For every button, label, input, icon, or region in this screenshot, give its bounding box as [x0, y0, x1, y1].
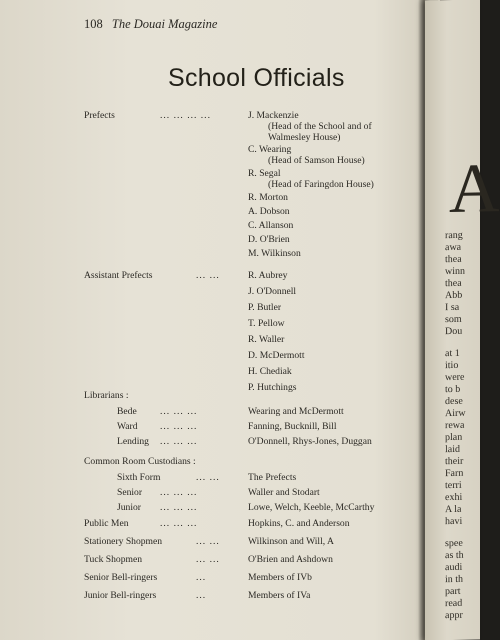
text-fragment: were — [445, 371, 465, 384]
text-fragment: dese — [445, 395, 463, 408]
custodian-sub-label: Junior — [117, 502, 141, 513]
section-label-stationery-shopmen: Stationery Shopmen — [84, 536, 163, 547]
text-fragment: som — [445, 313, 462, 326]
prefect-name: J. Mackenzie — [248, 110, 299, 121]
magazine-title: The Douai Magazine — [111, 17, 218, 31]
text-fragment: I sa — [445, 301, 460, 314]
page-header — [84, 17, 217, 32]
prefect-name: C. Wearing — [248, 144, 292, 155]
stationery-shopmen-value: Wilkinson and Will, A — [248, 536, 334, 547]
librarian-sub-label: Bede — [117, 406, 137, 417]
public-men-value: Hopkins, C. and Anderson — [248, 518, 350, 529]
text-fragment: spee — [445, 537, 463, 550]
right-page — [425, 0, 500, 640]
page-number: 108 — [84, 17, 103, 31]
text-fragment: Abb — [445, 289, 463, 302]
text-fragment: plan — [445, 431, 463, 444]
leader-dots: ... ... ... — [160, 518, 198, 529]
leader-dots: ... ... — [196, 472, 220, 483]
text-fragment: A la — [445, 503, 462, 516]
prefect-name: R. Morton — [248, 192, 288, 203]
tuck-shopmen-value: O'Brien and Ashdown — [248, 554, 333, 565]
section-label-prefects: Prefects — [84, 110, 115, 121]
leader-dots: ... ... — [196, 554, 220, 565]
text-fragment: winn — [445, 265, 465, 278]
text-fragment: as th — [445, 549, 464, 562]
librarian-sub-label: Ward — [117, 421, 138, 432]
prefect-note: Walmesley House) — [268, 132, 341, 143]
leader-dots: ... — [196, 572, 207, 583]
prefect-name: M. Wilkinson — [248, 248, 301, 259]
text-fragment: audi — [445, 561, 463, 574]
text-fragment: Airw — [445, 407, 466, 420]
prefect-note: (Head of Faringdon House) — [268, 179, 374, 190]
custodian-value: Lowe, Welch, Keeble, McCarthy — [248, 502, 375, 513]
custodian-value: Waller and Stodart — [248, 487, 320, 498]
text-fragment: rewa — [445, 419, 465, 432]
custodian-sub-label: Sixth Form — [117, 472, 161, 483]
text-fragment: itio — [445, 359, 459, 372]
text-fragment: Dou — [445, 325, 463, 338]
assistant-prefect-name: D. McDermott — [248, 350, 305, 361]
text-fragment: exhi — [445, 491, 463, 504]
section-label-tuck-shopmen: Tuck Shopmen — [84, 554, 143, 565]
section-label-senior-bell-ringers: Senior Bell-ringers — [84, 572, 158, 583]
text-fragment: appr — [445, 609, 463, 622]
section-label-junior-bell-ringers: Junior Bell-ringers — [84, 590, 157, 601]
text-fragment: thea — [445, 277, 462, 290]
drop-cap: A — [449, 150, 500, 229]
section-label-public-men: Public Men — [84, 518, 129, 529]
leader-dots: ... ... ... — [160, 436, 198, 447]
prefect-name: C. Allanson — [248, 220, 294, 231]
leader-dots: ... ... ... — [160, 487, 198, 498]
prefect-note: (Head of Samson House) — [268, 155, 365, 166]
text-fragment: awa — [445, 241, 462, 254]
librarian-value: Fanning, Bucknill, Bill — [248, 421, 337, 432]
prefect-note: (Head of the School and of — [268, 121, 372, 132]
librarian-value: O'Donnell, Rhys-Jones, Duggan — [248, 436, 372, 447]
leader-dots: ... ... — [196, 270, 220, 281]
assistant-prefect-name: T. Pellow — [248, 318, 285, 329]
text-fragment: laid — [445, 443, 460, 456]
librarian-sub-label: Lending — [117, 436, 149, 447]
section-label-assistant-prefects: Assistant Prefects — [84, 270, 153, 281]
text-fragment: rang — [445, 229, 463, 242]
librarian-value: Wearing and McDermott — [248, 406, 344, 417]
custodian-value: The Prefects — [248, 472, 297, 483]
text-fragment: thea — [445, 253, 462, 266]
text-fragment: Farn — [445, 467, 464, 480]
prefect-name: D. O'Brien — [248, 234, 290, 245]
assistant-prefect-name: R. Waller — [248, 334, 285, 345]
text-fragment: their — [445, 455, 464, 468]
leader-dots: ... ... ... — [160, 421, 198, 432]
leader-dots: ... ... ... — [160, 502, 198, 513]
assistant-prefect-name: J. O'Donnell — [248, 286, 297, 297]
text-fragment: terri — [445, 479, 462, 492]
text-fragment: at 1 — [445, 347, 460, 360]
text-fragment: in th — [445, 573, 464, 586]
junior-bell-ringers-value: Members of IVa — [248, 590, 311, 601]
assistant-prefect-name: P. Butler — [248, 302, 282, 313]
leader-dots: ... ... — [196, 536, 220, 547]
page-title: School Officials — [168, 64, 345, 92]
leader-dots: ... ... ... — [160, 406, 198, 417]
prefect-name: R. Segal — [248, 168, 281, 179]
text-fragment: read — [445, 597, 463, 610]
section-label-custodians: Common Room Custodians : — [84, 456, 196, 467]
text-fragment: part — [445, 585, 461, 598]
prefect-name: A. Dobson — [248, 206, 290, 217]
assistant-prefect-name: R. Aubrey — [248, 270, 288, 281]
section-label-librarians: Librarians : — [84, 390, 129, 401]
leader-dots: ... ... ... ... — [160, 110, 211, 121]
assistant-prefect-name: H. Chediak — [248, 366, 292, 377]
assistant-prefect-name: P. Hutchings — [248, 382, 297, 393]
custodian-sub-label: Senior — [117, 487, 143, 498]
leader-dots: ... — [196, 590, 207, 601]
senior-bell-ringers-value: Members of IVb — [248, 572, 312, 583]
text-fragment: to b — [445, 383, 461, 396]
text-fragment: havi — [445, 515, 463, 528]
